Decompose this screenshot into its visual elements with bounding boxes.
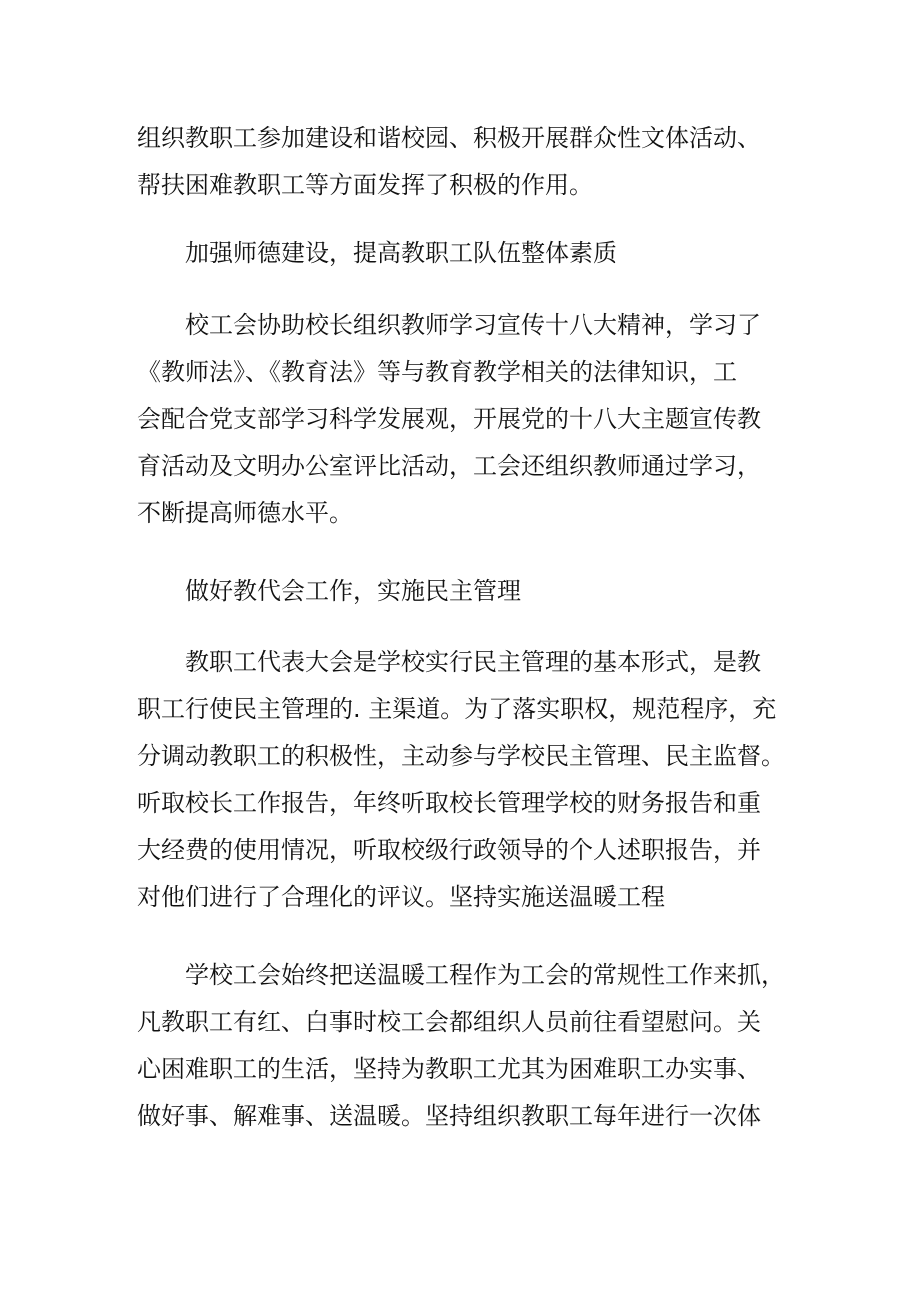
paragraph-warmth (137, 952, 797, 1140)
heading-line: 做好教代会工作，实施民主管理 (185, 577, 521, 605)
text-line: 做好事、解难事、送温暖。坚持组织教职工每年进行一次体 (137, 1102, 761, 1130)
text-line: 对他们进行了合理化的评议。坚持实施送温暖工程 (137, 883, 665, 911)
text-line: 不断提高师德水平。 (137, 499, 353, 527)
text-line: 大经费的使用情况，听取校级行政领导的个人述职报告，并 (137, 836, 761, 864)
text-line: 听取校长工作报告，年终听取校长管理学校的财务报告和重 (137, 789, 761, 817)
heading-line: 加强师德建设，提高教职工队伍整体素质 (185, 239, 617, 267)
text-line: 育活动及文明办公室评比活动，工会还组织教师通过学习， (137, 452, 761, 480)
text-line: 心困难职工的生活，坚持为教职工尤其为困难职工办实事、 (137, 1055, 761, 1083)
text-line: 帮扶困难教职工等方面发挥了积极的作用。 (137, 171, 593, 199)
text-line: 会配合党支部学习科学发展观，开展党的十八大主题宣传教 (137, 405, 761, 433)
text-line: 凡教职工有红、白事时校工会都组织人员前往看望慰问。关 (137, 1008, 761, 1036)
text-line: 组织教职工参加建设和谐校园、积极开展群众性文体活动、 (137, 124, 761, 152)
text-line: 《教师法》、《教育法》等与教育教学相关的法律知识，工 (137, 358, 737, 386)
section-heading-ethics (137, 230, 797, 277)
text-line: 校工会协助校长组织教师学习宣传十八大精神，学习了 (185, 311, 761, 339)
text-line: 分调动教职工的积极性，主动参与学校民主管理、民主监督。 (137, 742, 785, 770)
paragraph-democracy (137, 639, 797, 921)
text-line: 学校工会始终把送温暖工程作为工会的常规性工作来抓， (185, 961, 785, 989)
section-heading-democracy (137, 568, 797, 615)
text-line: 教职工代表大会是学校实行民主管理的基本形式，是教 (185, 648, 761, 676)
paragraph-ethics (137, 302, 797, 537)
text-line: 职工行使民主管理的. 主渠道。为了落实职权，规范程序，充 (137, 695, 777, 723)
paragraph-intro (137, 115, 797, 209)
